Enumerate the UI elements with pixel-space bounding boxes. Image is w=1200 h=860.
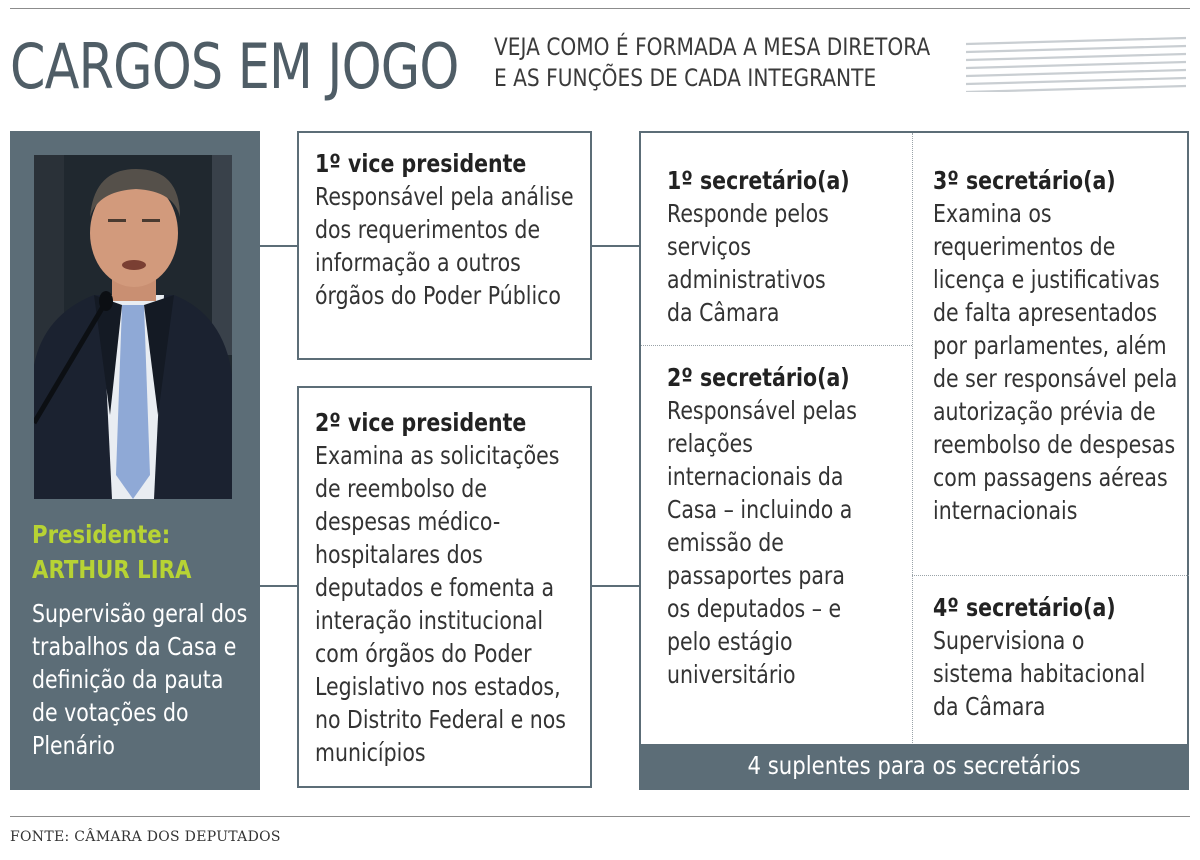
vice-president-2-box — [297, 386, 592, 788]
alternates-footer — [641, 744, 1187, 788]
secretary-4-description: Supervisiona o sistema habitacional da Câmara — [933, 626, 1146, 721]
subtitle-line-1: VEJA COMO É FORMADA A MESA DIRETORA — [494, 33, 931, 61]
president-portrait-image — [34, 155, 232, 499]
vice-president-1-box — [297, 131, 592, 360]
president-label — [32, 517, 191, 587]
secretary-3-title: 3º secretário(a) — [933, 166, 1116, 195]
connector-president-vp1 — [260, 245, 297, 247]
page-title: CARGOS EM JOGO — [10, 30, 459, 103]
connector-vp2-secretaries — [592, 585, 639, 587]
secretary-2-title: 2º secretário(a) — [667, 363, 850, 392]
president-role: Presidente: — [32, 520, 171, 549]
connector-vp1-secretaries — [592, 245, 639, 247]
secretaries-left-divider — [641, 345, 912, 346]
secretaries-right-divider — [912, 575, 1189, 576]
president-photo — [34, 155, 232, 499]
decorative-stripes — [966, 36, 1186, 92]
connector-president-vp2 — [260, 585, 297, 587]
secretary-3-description: Examina os requerimentos de licença e justificativas de falta apresentados por parlamentes, além de ser responsável pela autorização prévia de reembolso de despesas com passagens aéreas internacionais — [933, 199, 1178, 525]
secretaries-vertical-divider — [912, 133, 913, 745]
president-name: ARTHUR LIRA — [32, 555, 192, 584]
secretary-1-description: Responde pelos serviços administrativos da Câmara — [667, 199, 829, 327]
top-rule — [10, 8, 1190, 9]
source-credit: FONTE: CÂMARA DOS DEPUTADOS — [10, 829, 281, 845]
vice-president-2-title: 2º vice presidente — [315, 408, 527, 437]
bottom-rule — [10, 816, 1190, 817]
president-panel — [10, 131, 260, 790]
subtitle-line-2: E AS FUNÇÕES DE CADA INTEGRANTE — [494, 64, 877, 92]
vice-president-1-title: 1º vice presidente — [315, 149, 527, 178]
vice-president-1-description: Responsável pela análise dos requerimentos de informação a outros órgãos do Poder Público — [315, 182, 574, 310]
secretary-1-title: 1º secretário(a) — [667, 166, 850, 195]
president-description: Supervisão geral dos trabalhos da Casa e definição da pauta de votações do Plenário — [32, 599, 248, 760]
vice-president-2-description: Examina as solicitações de reembolso de despesas médico-hospitalares dos deputados e fomenta a interação institucional com órgãos do Poder Legislativo nos estados, no Distrito Federal e nos municípios — [315, 441, 566, 767]
alternates-note: 4 suplentes para os secretários — [747, 751, 1081, 780]
secretaries-box — [639, 131, 1189, 790]
secretary-2-description: Responsável pelas relações internacionais da Casa – incluindo a emissão de passaportes para os deputados – e pelo estágio universitário — [667, 396, 857, 689]
secretary-4-title: 4º secretário(a) — [933, 593, 1116, 622]
page-subtitle — [494, 32, 930, 94]
